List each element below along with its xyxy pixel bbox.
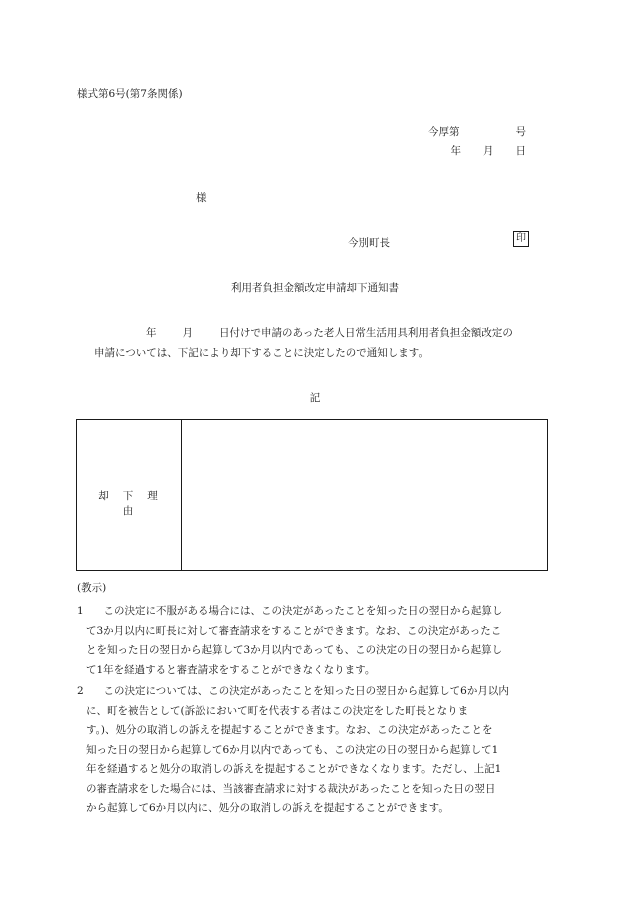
intro-month: 月 bbox=[182, 327, 193, 339]
date-year: 年 bbox=[450, 145, 461, 157]
ki-heading: 記 bbox=[309, 392, 321, 404]
instruction-item-1-line: とを知った日の翌日から起算して3か月以内であっても、この決定の日の翌日から起算し bbox=[86, 644, 503, 656]
issuer-name: 今別町長 bbox=[348, 237, 390, 249]
instruction-item-2-line: に、町を被告として(訴訟において町を代表する者はこの決定をした町長となりま bbox=[86, 704, 469, 717]
intro-year: 年 bbox=[146, 327, 157, 339]
intro-paragraph bbox=[80, 323, 560, 363]
instruction-item-2-line: から起算して6か月以内に、処分の取消しの訴えを提起することができます。 bbox=[86, 802, 449, 814]
addressee-suffix: 様 bbox=[196, 192, 207, 204]
instruction-item-1-line: この決定に不服がある場合には、この決定があったことを知った日の翌日から起算し bbox=[93, 605, 503, 617]
intro-line2: 申請については、下記により却下することに決定したので通知します。 bbox=[94, 347, 429, 359]
instruction-item-2-line: す。)、処分の取消しの訴えを提起することができます。なお、この決定があったことを bbox=[86, 724, 493, 736]
date-day: 日 bbox=[515, 145, 526, 157]
seal-mark: 印 bbox=[513, 231, 529, 247]
office-prefix: 今厚第 bbox=[428, 126, 460, 138]
instruction-item-2 bbox=[77, 682, 552, 819]
instruction-item-1-line: て3か月以内に町長に対して審査請求をすることができます。なお、この決定があったこ bbox=[86, 624, 502, 637]
instruction-item-2-line: 知った日の翌日から起算して6か月以内であっても、この決定の日の翌日から起算して1 bbox=[86, 743, 499, 756]
reason-label: 却下理由 bbox=[98, 490, 172, 517]
date-month: 月 bbox=[483, 145, 494, 157]
instruction-item-2-line: 年を経過すると処分の取消しの訴えを提起することができなくなります。ただし、上記1 bbox=[86, 763, 502, 775]
instruction-item-2-number: 2 bbox=[77, 685, 84, 697]
intro-line1: 日付けで申請のあった老人日常生活用具利用者負担金額改定の bbox=[219, 327, 513, 339]
reason-value-cell bbox=[182, 420, 547, 570]
document-number-line bbox=[428, 124, 526, 139]
form-number: 様式第6号(第7条関係) bbox=[77, 88, 183, 100]
instruction-item-2-line: この決定については、この決定があったことを知った日の翌日から起算して6か月以内 bbox=[93, 685, 509, 697]
instruction-heading: (教示) bbox=[77, 582, 107, 594]
reason-label-cell bbox=[77, 420, 182, 570]
instruction-item-1-line: て1年を経過すると審査請求をすることができなくなります。 bbox=[86, 663, 376, 676]
document-title: 利用者負担金額改定申請却下通知書 bbox=[231, 282, 399, 294]
instruction-item-2-line: の審査請求をした場合には、当該審査請求に対する裁決があったことを知った日の翌日 bbox=[86, 782, 496, 795]
number-suffix: 号 bbox=[515, 126, 526, 138]
instruction-item-1-number: 1 bbox=[77, 605, 84, 617]
rejection-reason-table bbox=[76, 419, 548, 571]
issue-date-line bbox=[451, 143, 527, 158]
instruction-item-1 bbox=[77, 602, 552, 680]
